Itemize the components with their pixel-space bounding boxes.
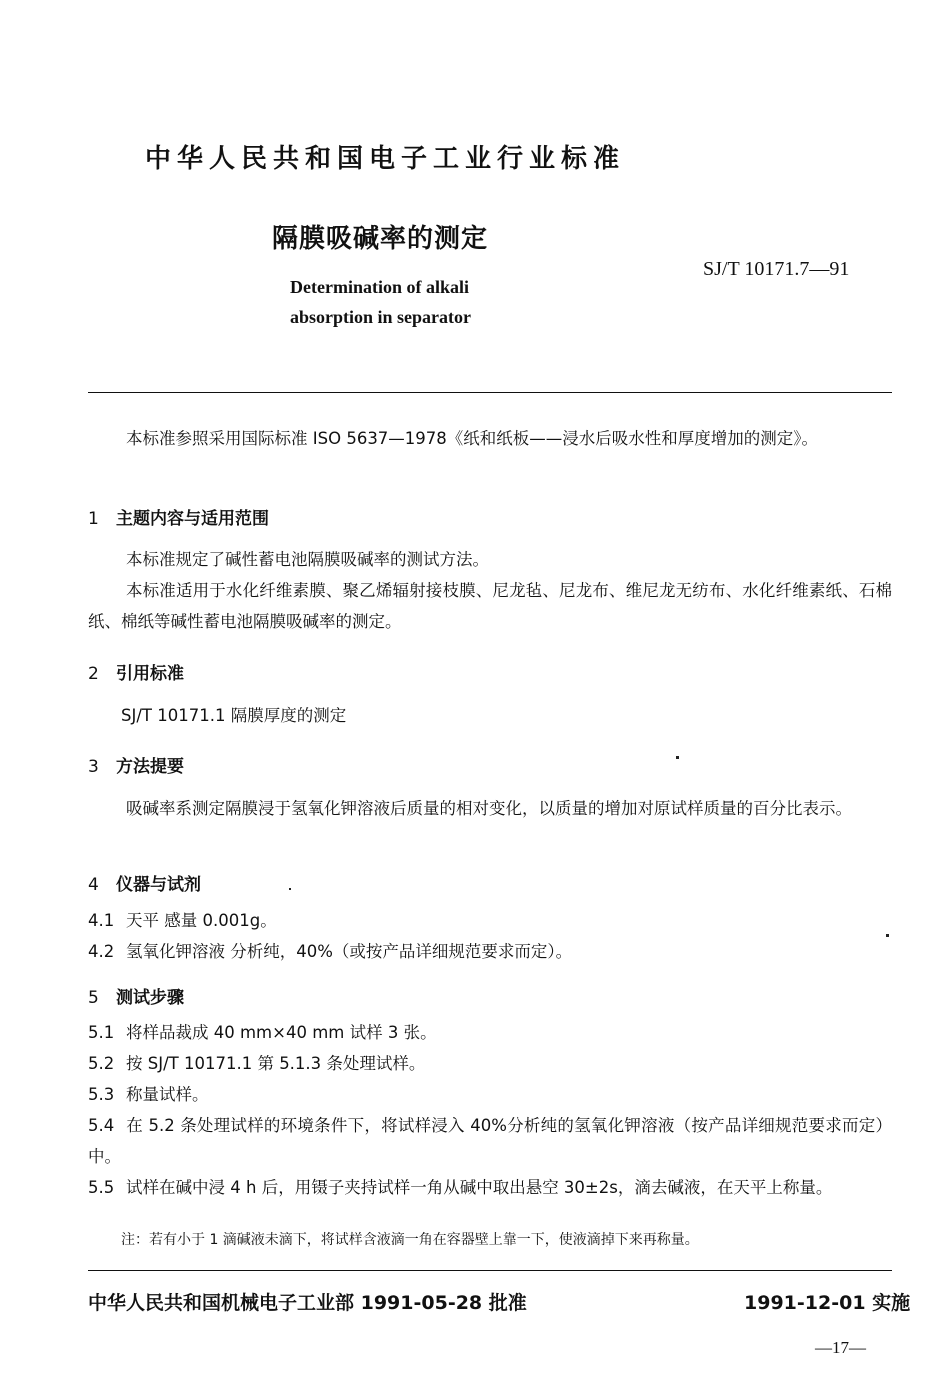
section-5-heading — [88, 983, 184, 1008]
list-item — [88, 1079, 892, 1110]
section-2-heading — [88, 659, 184, 684]
document-title-en-line2: absorption in separator — [290, 307, 472, 327]
item-text: 天平 感量 0.001g。 — [126, 911, 277, 930]
scan-speck — [289, 888, 291, 890]
section-title: 引用标准 — [116, 664, 184, 684]
note-text: 注：若有小于 1 滴碱液未滴下，将试样含液滴一角在容器壁上靠一下，使液滴掉下来再称量。 — [121, 1232, 699, 1248]
section-3-paragraph: 吸碱率系测定隔膜浸于氢氧化钾溶液后质量的相对变化，以质量的增加对原试样质量的百分比表示。 — [126, 799, 852, 818]
item-text: 将样品裁成 40 mm×40 mm 试样 3 张。 — [126, 1023, 437, 1042]
item-number: 4.1 — [88, 911, 115, 930]
list-item — [88, 1017, 892, 1048]
item-number: 5.4 — [88, 1116, 115, 1135]
section-number: 5 — [88, 988, 99, 1008]
item-number: 5.1 — [88, 1023, 115, 1042]
item-number: 5.3 — [88, 1085, 115, 1104]
section-4-heading — [88, 870, 201, 895]
page-number: —17— — [815, 1338, 866, 1357]
item-number: 5.2 — [88, 1054, 115, 1073]
section-title: 方法提要 — [116, 757, 184, 777]
effective-date: 1991-12-01 实施 — [744, 1292, 911, 1314]
list-item — [88, 936, 892, 967]
list-item — [88, 1048, 892, 1079]
standard-organization-header: 中华人民共和国电子工业行业标准 — [145, 144, 626, 174]
section-number: 4 — [88, 875, 99, 895]
standard-number: SJ/T 10171.7—91 — [703, 258, 850, 280]
document-title-cn: 隔膜吸碱率的测定 — [272, 224, 489, 254]
section-number: 1 — [88, 509, 99, 529]
section-1-paragraph-1: 本标准规定了碱性蓄电池隔膜吸碱率的测试方法。 — [126, 550, 489, 569]
item-text: 氢氧化钾溶液 分析纯，40%（或按产品详细规范要求而定）。 — [126, 942, 573, 961]
list-item — [88, 1110, 892, 1172]
section-title: 主题内容与适用范围 — [116, 509, 269, 529]
list-item — [88, 905, 892, 936]
section-title: 测试步骤 — [116, 988, 184, 1008]
scan-speck — [886, 934, 889, 937]
section-title: 仪器与试剂 — [116, 875, 201, 895]
section-3-heading — [88, 752, 184, 777]
section-1-heading — [88, 504, 269, 529]
item-text: 按 SJ/T 10171.1 第 5.1.3 条处理试样。 — [126, 1054, 426, 1073]
header-divider — [88, 392, 892, 393]
footer-divider — [88, 1270, 892, 1271]
item-number: 5.5 — [88, 1178, 115, 1197]
section-1-paragraph-2: 本标准适用于水化纤维素膜、聚乙烯辐射接枝膜、尼龙毡、尼龙布、维尼龙无纺布、水化纤维素纸、石棉纸、棉纸等碱性蓄电池隔膜吸碱率的测定。 — [88, 581, 892, 631]
section-number: 3 — [88, 757, 99, 777]
section-number: 2 — [88, 664, 99, 684]
approval-statement: 中华人民共和国机械电子工业部 1991-05-28 批准 — [88, 1292, 527, 1314]
list-item — [88, 1172, 892, 1203]
item-text: 在 5.2 条处理试样的环境条件下，将试样浸入 40%分析纯的氢氧化钾溶液（按产品详细规范要求而定）中。 — [88, 1116, 892, 1166]
intro-paragraph: 本标准参照采用国际标准 ISO 5637—1978《纸和纸板——浸水后吸水性和厚度增加的测定》。 — [126, 429, 819, 448]
item-text: 试样在碱中浸 4 h 后，用镊子夹持试样一角从碱中取出悬空 30±2s，滴去碱液，在天平上称量。 — [126, 1178, 833, 1197]
document-title-en-line1: Determination of alkali — [290, 277, 469, 297]
scan-speck — [676, 756, 679, 759]
item-text: 称量试样。 — [126, 1085, 209, 1104]
referenced-standard: SJ/T 10171.1 隔膜厚度的测定 — [121, 706, 347, 725]
item-number: 4.2 — [88, 942, 115, 961]
